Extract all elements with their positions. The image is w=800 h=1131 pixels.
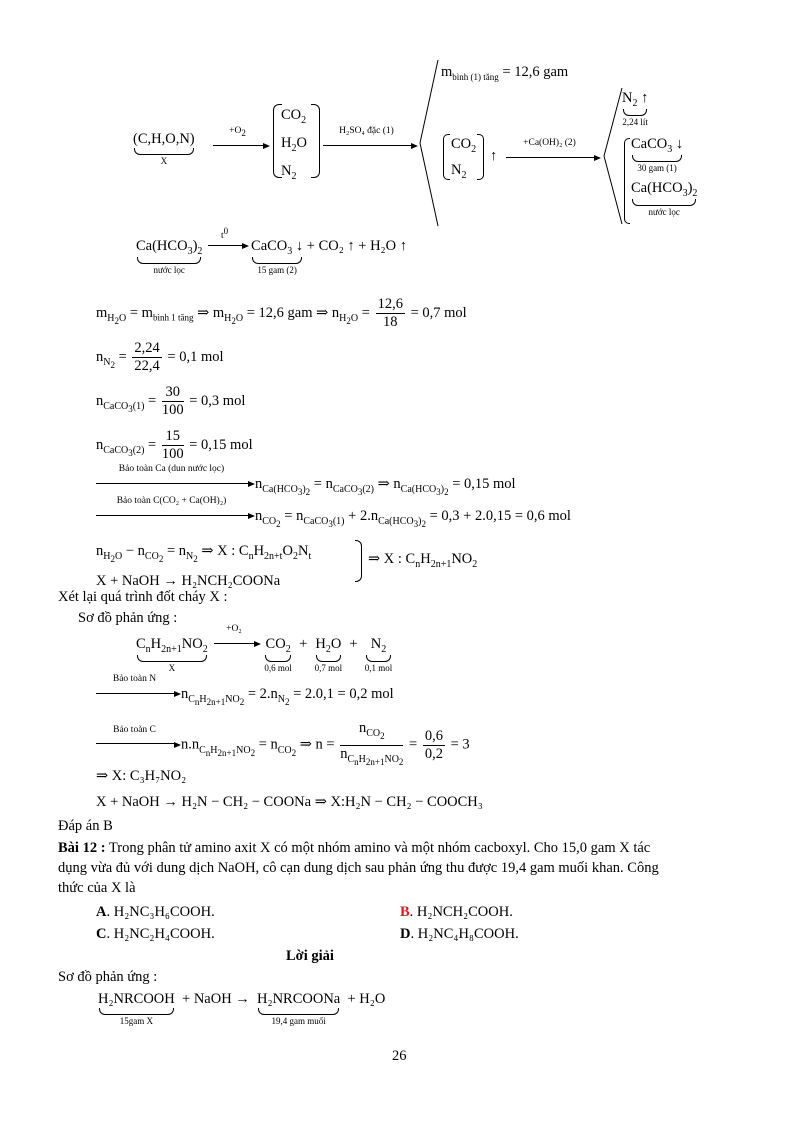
- x-formula: ⇒ X: C₃H₇NO₂: [96, 768, 187, 784]
- o2-arrow: $+O_2$: [213, 138, 270, 155]
- compound-x: (C,H,O,N) X: [133, 131, 195, 166]
- problem-title: Bài 12 :: [58, 840, 106, 856]
- h2so4-arrow: H₂SO₄ đặc (1): [323, 138, 418, 155]
- split-lines: [418, 58, 440, 228]
- problem-12: Bài 12 : Trong phân tử amino axit X có một nhóm amino và một nhóm cacboxyl. Cho 15,0 gam X tác dụng vừa đủ với dung dịch NaOH, cô cạn dung dịch sau phản ứng thu được 19,4 gam muối khan. Công thức của X là: [58, 840, 659, 896]
- scheme-heading-2: Sơ đồ phản ứng :: [58, 969, 158, 985]
- option-b: B. H₂NCH₂COOH.: [400, 904, 513, 920]
- eq-nn2: $n_{N_2}$ = $\frac{2,24}{22,4}$ = 0,1 mol: [96, 340, 224, 374]
- up-arrow-glyph: ↑: [490, 148, 498, 164]
- eq-ncaco3-2: $n_{CaCO_3(2)}$ = $\frac{15}{100}$ = 0,15 mol: [96, 428, 253, 462]
- combustion-equation: $C_nH_{2n+1}NO_2$ X +O₂ $CO_2$ 0,6 mol + $H_2O$ 0,7 mol + $N_2$ 0,1 mol: [136, 624, 393, 673]
- products-list: $CO_2$ $H_2O$ $N_2$: [281, 107, 307, 182]
- option-c: C. H₂NC₂H₄COOH.: [96, 926, 215, 942]
- cahco3-product: $Ca(HCO_3)_2$ nước lọc: [631, 180, 698, 217]
- solution-heading: Lời giải: [286, 948, 334, 964]
- option-d: D. H₂NC₄H₈COOH.: [400, 926, 519, 942]
- scheme-heading: Sơ đồ phản ứng :: [78, 610, 178, 626]
- eq-bt-c: Bảo toàn C(CO₂ + Ca(OH)₂) $n_{CO_2} = n_{CaCO_3(1)} + 2.n_{Ca(HCO_3)_2} = 0,3 + 2.0,15 = 0,6$ mol: [96, 508, 571, 529]
- caco3-product: CaCO$_3$ ↓ 30 gam (1): [631, 136, 684, 173]
- mass-increase: $m_{bình (1) tăng} = 12,6$ gam: [441, 64, 569, 82]
- eq-bt-n: Bảo toàn N $n_{C_nH_{2n+1}NO_2} = 2.n_{N_2} = 2.0,1 = 0,2$ mol: [96, 686, 394, 707]
- eq-system: $n_{H_2O} - n_{CO_2} = n_{N_2}$ ⇒ X : $C_nH_{2n+t}O_2N_t$ X + NaOH → H₂NCH₂COONa: [96, 543, 312, 589]
- final-equation: H₂NRCOOH 15gam X + NaOH → H₂NRCOONa 19,4 gam muối + H₂O: [98, 991, 386, 1026]
- caoh2-arrow: +Ca(OH)₂ (2): [506, 150, 601, 167]
- products-brace-right: [311, 104, 320, 178]
- gas-list: $CO_2$ $N_2$: [451, 136, 477, 181]
- n2-product: $N_2$ ↑ 2,24 lít: [622, 90, 649, 127]
- heating-equation: $Ca(HCO_3)_2$ nước lọc $t^0$ CaCO$_3$ ↓ 15 gam (2) + CO₂ ↑ + H₂O ↑: [136, 226, 407, 275]
- answer-line: Đáp án B: [58, 818, 113, 834]
- option-a: A. H₂NC₃H₆COOH.: [96, 904, 215, 920]
- eq-ncaco3-1: $n_{CaCO_3(1)}$ = $\frac{30}{100}$ = 0,3 mol: [96, 384, 246, 418]
- eq-mh2o: $m_{H_2O} = m_{bình 1 tăng}$ ⇒ $m_{H_2O} = 12,6$ gam ⇒ $n_{H_2O}$ = $\frac{12,6}{18}$ = 0,7 mol: [96, 296, 467, 330]
- eq-system-result: ⇒ X : $C_nH_{2n+1}NO_2$: [368, 551, 478, 570]
- split-lines-2: [602, 86, 624, 226]
- page-number: 26: [392, 1048, 407, 1064]
- eq-bt-ca: Bảo toàn Ca (dun nước lọc) $n_{Ca(HCO_3)_2} = n_{CaCO_3(2)}$ ⇒ $n_{Ca(HCO_3)_2} = 0,15$ mol: [96, 476, 516, 497]
- x-reaction: X + NaOH → H₂N − CH₂ − COONa ⇒ X:H₂N − CH₂ − COOCH₃: [96, 794, 483, 810]
- re-examine-text: Xét lại quá trình đốt cháy X :: [58, 589, 228, 605]
- eq-bt-c2: Bảo toàn C $n.n_{C_nH_{2n+1}NO_2} = n_{CO_2}$ ⇒ n = $\frac{n_{CO_2}}{n_{C_nH_{2n+1}NO_2}}$ = $\frac{0,6}{0,2}$ = 3: [96, 720, 470, 771]
